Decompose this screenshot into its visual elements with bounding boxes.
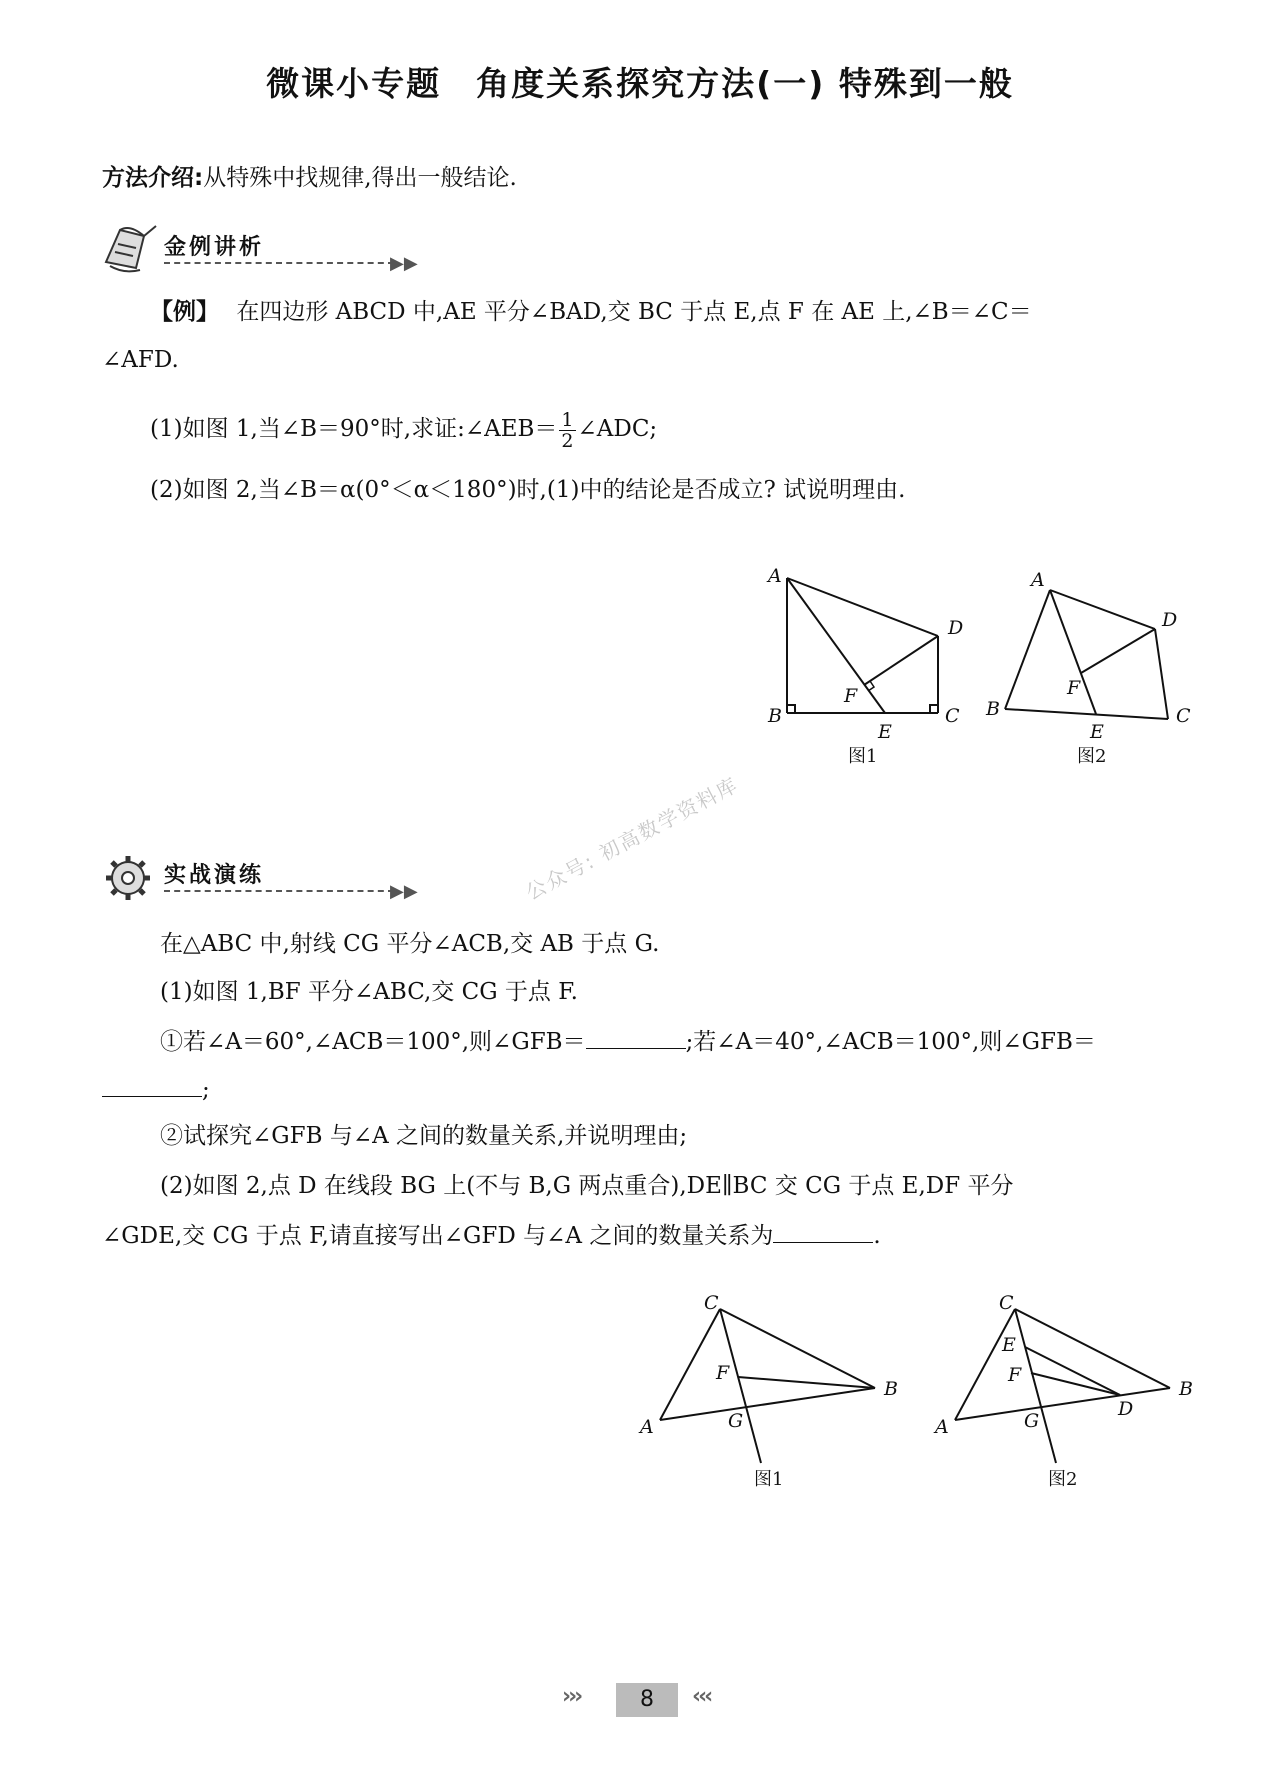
prac-fig1-label-B: B: [884, 1378, 898, 1400]
right-angle-mark-C: [930, 705, 938, 713]
segment-DA: [787, 578, 938, 636]
prac-fig2-label-A: A: [935, 1416, 949, 1438]
prac-fig1-caption: 图1: [754, 1469, 784, 1490]
page-number: 8: [616, 1683, 678, 1717]
fig2-label-C: C: [1176, 705, 1191, 727]
gear-icon: [100, 850, 160, 904]
example-tag: 【例】: [150, 299, 219, 325]
practice-q2-text: ∠GDE,交 CG 于点 F,请直接写出∠GFD 与∠A 之间的数量关系为: [102, 1223, 774, 1249]
segment-BC-2: [1015, 1309, 1170, 1388]
section-title-example: 金例讲析: [164, 235, 265, 260]
q1-suffix: ∠ADC;: [577, 416, 658, 442]
fig1-label-F: F: [844, 685, 858, 707]
segment-BF: [738, 1377, 875, 1388]
prac-fig2-label-F: F: [1008, 1364, 1022, 1386]
practice-q1b: ;若∠A＝40°,∠ACB＝100°,则∠GFB＝: [685, 1029, 1096, 1055]
practice-line5: ②试探究∠GFB 与∠A 之间的数量关系,并说明理由;: [160, 1123, 688, 1149]
fig2-label-E: E: [1090, 721, 1104, 743]
watermark: 公众号: 初高数学资料库: [521, 772, 743, 905]
prac-fig2-label-B: B: [1179, 1378, 1193, 1400]
chevrons-right-icon: ›››: [562, 1684, 581, 1709]
fig2-label-A: A: [1031, 569, 1045, 591]
prac-fig2-label-C: C: [999, 1292, 1014, 1314]
page-title: 微课小专题 角度关系探究方法(一) 特殊到一般: [266, 64, 1014, 103]
prac-fig1-label-A: A: [640, 1416, 654, 1438]
example-statement-line1: [150, 296, 1032, 328]
section-divider: [164, 262, 394, 264]
fraction-numerator: 1: [561, 408, 574, 431]
example-statement-text: 在四边形 ABCD 中,AE 平分∠BAD,交 BC 于点 E,点 F 在 AE 上,∠B＝∠C＝: [236, 299, 1032, 325]
example-figure-1: [787, 578, 938, 713]
practice-line4-text: ;: [202, 1077, 210, 1103]
practice-line6: (2)如图 2,点 D 在线段 BG 上(不与 B,G 两点重合),DE∥BC 交 CG 于点 E,DF 平分: [160, 1173, 1014, 1199]
fraction-denominator: 2: [561, 429, 574, 452]
fig1-label-C: C: [945, 705, 960, 727]
practice-q2-end: .: [873, 1223, 881, 1249]
prac-fig1-label-C: C: [704, 1292, 719, 1314]
prac-fig1-label-G: G: [728, 1410, 744, 1432]
prac-fig2-label-E: E: [1002, 1334, 1016, 1356]
segment-CA: [660, 1309, 720, 1420]
fig2-label-D: D: [1162, 609, 1178, 631]
segment-DF: [864, 636, 938, 685]
section-divider: [164, 890, 394, 892]
segment-BC: [720, 1309, 875, 1388]
fig2-label-F: F: [1067, 677, 1081, 699]
fig1-label-E: E: [878, 721, 892, 743]
segment-DF-2: [1081, 629, 1155, 673]
prac-fig2-caption: 图2: [1048, 1469, 1078, 1490]
segment-AB-2: [955, 1388, 1170, 1420]
segment-AE: [787, 578, 885, 713]
segment-DA-2: [1050, 590, 1155, 629]
segment-AB: [660, 1388, 875, 1420]
arrow-right-icon: ▶▶: [390, 253, 418, 274]
practice-figure-1: [660, 1309, 875, 1463]
section-header-example: [100, 222, 440, 282]
answer-blank-2[interactable]: [102, 1072, 202, 1097]
chevrons-left-icon: ‹‹‹: [692, 1684, 711, 1709]
example-figure-2: [1005, 590, 1168, 719]
ray-CG-2: [1015, 1309, 1056, 1463]
answer-blank-3[interactable]: [773, 1218, 873, 1243]
fig1-label-A: A: [768, 565, 782, 587]
prac-fig1-label-F: F: [716, 1362, 730, 1384]
scroll-book-icon: [100, 222, 160, 276]
method-intro: [102, 162, 517, 194]
example-question-1: [150, 404, 657, 454]
fig2-caption: 图2: [1077, 746, 1107, 767]
prac-fig2-label-D: D: [1118, 1398, 1134, 1420]
fig2-label-B: B: [986, 698, 1000, 720]
fig1-label-D: D: [948, 617, 964, 639]
fig1-caption: 图1: [848, 746, 878, 767]
segment-CA-2: [955, 1309, 1015, 1420]
example-statement-line2: ∠AFD.: [102, 347, 179, 373]
fraction-one-half: [559, 410, 575, 451]
q1-prefix: (1)如图 1,当∠B＝90°时,求证:∠AEB＝: [150, 416, 558, 442]
method-intro-text: 从特殊中找规律,得出一般结论.: [203, 165, 517, 191]
example-figures: [760, 560, 1191, 770]
right-angle-mark-B: [787, 705, 795, 713]
ray-CG: [720, 1309, 761, 1463]
practice-figures: [630, 1292, 1193, 1495]
section-title-practice: 实战演练: [164, 863, 265, 888]
arrow-right-icon: ▶▶: [390, 881, 418, 902]
segment-AB-2: [1005, 590, 1050, 709]
practice-line2: (1)如图 1,BF 平分∠ABC,交 CG 于点 F.: [160, 979, 578, 1005]
segment-DF: [1031, 1373, 1120, 1395]
practice-line1: 在△ABC 中,射线 CG 平分∠ACB,交 AB 于点 G.: [160, 931, 660, 957]
fig1-label-B: B: [768, 705, 782, 727]
practice-line3: [160, 1024, 1096, 1058]
segment-CD-2: [1155, 629, 1168, 719]
method-intro-label: 方法介绍:: [102, 165, 204, 191]
practice-figure-2: [955, 1309, 1170, 1463]
practice-line7: [102, 1218, 881, 1252]
example-question-2: (2)如图 2,当∠B＝α(0°＜α＜180°)时,(1)中的结论是否成立? 试说明理由.: [150, 477, 906, 503]
segment-BC-2: [1005, 709, 1168, 719]
answer-blank-1[interactable]: [586, 1024, 686, 1049]
practice-q1a: ①若∠A＝60°,∠ACB＝100°,则∠GFB＝: [160, 1029, 586, 1055]
section-header-practice: [100, 850, 440, 910]
practice-line4: [102, 1072, 210, 1106]
prac-fig2-label-G: G: [1024, 1410, 1040, 1432]
